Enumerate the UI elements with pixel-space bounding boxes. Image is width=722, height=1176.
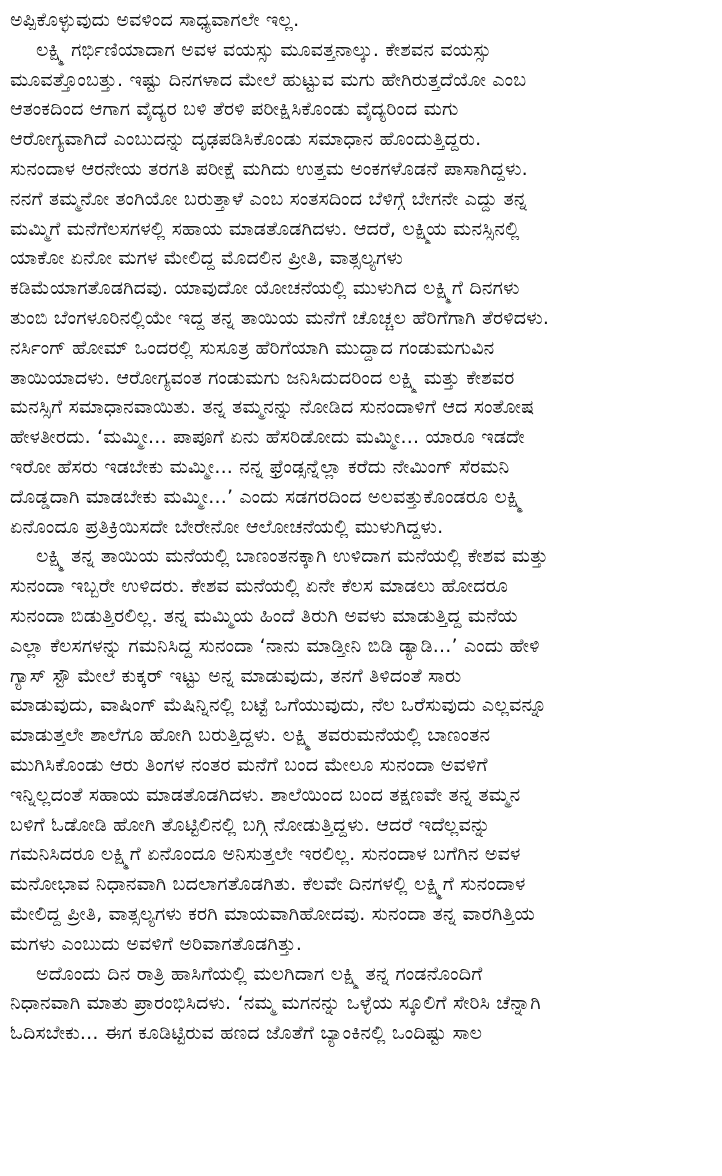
text-line: ಇರೋ ಹೆಸರು ಇಡಬೇಕು ಮಮ್ಮೀ... ನನ್ನ ಫ್ರೆಂಡ್ಸನ್ನೆಲ್ಲಾ ಕರೆದು ನೇಮಿಂಗ್ ಸೆರಮನಿ xyxy=(10,455,510,478)
text-line: ಅಪ್ಪಿಕೊಳ್ಳುವುದು ಅವಳಿಂದ ಸಾಧ್ಯವಾಗಲೇ ಇಲ್ಲ. xyxy=(10,9,300,31)
text-line: ಲಕ್ಷ್ಮಿ ತನ್ನ ತಾಯಿಯ ಮನೆಯಲ್ಲಿ ಬಾಣಂತನಕ್ಕಾಗಿ ಉಳಿದಾಗ ಮನೆಯಲ್ಲಿ ಕೇಶವ ಮತ್ತು xyxy=(36,545,549,568)
text-line: ಲಕ್ಷ್ಮಿ ಗರ್ಭಿಣಿಯಾದಾಗ ಅವಳ ವಯಸ್ಸು ಮೂವತ್ತನಾಲ್ಕು. ಕೇಶವನ ವಯಸ್ಸು xyxy=(36,38,492,61)
text-line: ಮಾಡುವುದು, ವಾಷಿಂಗ್ ಮೆಷಿನ್ನಿನಲ್ಲಿ ಬಟ್ಟೆ ಒಗೆಯುವುದು, ನೆಲ ಒರೆಸುವುದು ಎಲ್ಲವನ್ನೂ xyxy=(10,694,547,717)
text-line: ಮೇಲಿದ್ದ ಪ್ರೀತಿ, ವಾತ್ಸಲ್ಯಗಳು ಕರಗಿ ಮಾಯವಾಗಿಹೋದವು. ಸುನಂದಾ ತನ್ನ ವಾರಗಿತ್ತಿಯ xyxy=(10,902,535,925)
text-line: ಮಾಡುತ್ತಲೇ ಶಾಲೆಗೂ ಹೋಗಿ ಬರುತ್ತಿದ್ದಳು. ಲಕ್ಷ್ಮಿ ತವರುಮನೆಯಲ್ಲಿ ಬಾಣಂತನ xyxy=(10,724,491,747)
text-line: ತುಂಬಿ ಬೆಂಗಳೂರಿನಲ್ಲಿಯೇ ಇದ್ದ ತನ್ನ ತಾಯಿಯ ಮನೆಗೆ ಚೊಚ್ಚಲ ಹೆರಿಗೆಗಾಗಿ ತೆರಳಿದಳು. xyxy=(10,306,550,329)
text-line: ನಿಧಾನವಾಗಿ ಮಾತು ಪ್ರಾರಂಭಿಸಿದಳು. ‘ನಮ್ಮ ಮಗನನ್ನು ಒಳ್ಳೆಯ ಸ್ಕೂಲಿಗೆ ಸೇರಿಸಿ ಚೆನ್ನಾಗಿ xyxy=(10,992,541,1015)
text-line: ಅದೊಂದು ದಿನ ರಾತ್ರಿ ಹಾಸಿಗೆಯಲ್ಲಿ ಮಲಗಿದಾಗ ಲಕ್ಷ್ಮಿ ತನ್ನ ಗಂಡನೊಂದಿಗೆ xyxy=(36,962,483,985)
text-line: ಕಡಿಮೆಯಾಗತೊಡಗಿದವು. ಯಾವುದೋ ಯೋಚನೆಯಲ್ಲಿ ಮುಳುಗಿದ ಲಕ್ಷ್ಮಿಗೆ ದಿನಗಳು xyxy=(10,277,520,300)
text-line: ಮಗಳು ಎಂಬುದು ಅವಳಿಗೆ ಅರಿವಾಗತೊಡಗಿತ್ತು. xyxy=(10,932,303,955)
text-line: ನನಗೆ ತಮ್ಮನೋ ತಂಗಿಯೋ ಬರುತ್ತಾಳೆ ಎಂಬ ಸಂತಸದಿಂದ ಬೆಳಿಗ್ಗೆ ಬೇಗನೇ ಎದ್ದು ತನ್ನ xyxy=(10,187,528,210)
text-line: ಮನೋಭಾವ ನಿಧಾನವಾಗಿ ಬದಲಾಗತೊಡಗಿತು. ಕೆಲವೇ ದಿನಗಳಲ್ಲಿ ಲಕ್ಷ್ಮಿಗೆ ಸುನಂದಾಳ xyxy=(10,873,526,896)
paragraph xyxy=(10,542,712,959)
text-line: ಬಳಿಗೆ ಓಡೋಡಿ ಹೋಗಿ ತೊಟ್ಟಿಲಿನಲ್ಲಿ ಬಗ್ಗಿ ನೋಡುತ್ತಿದ್ದಳು. ಆದರೆ ಇದೆಲ್ಲವನ್ನು xyxy=(10,813,491,836)
text-line: ಇನ್ನಿಲ್ಲದಂತೆ ಸಹಾಯ ಮಾಡತೊಡಗಿದಳು. ಶಾಲೆಯಿಂದ ಬಂದ ತಕ್ಷಣವೇ ತನ್ನ ತಮ್ಮನ xyxy=(10,783,521,806)
text-line: ಓದಿಸಬೇಕು... ಈಗ ಕೂಡಿಟ್ಟಿರುವ ಹಣದ ಜೊತೆಗೆ ಬ್ಯಾಂಕಿನಲ್ಲಿ ಒಂದಿಷ್ಟು ಸಾಲ xyxy=(10,1022,483,1045)
story-text xyxy=(10,6,712,1049)
text-line: ಆರೋಗ್ಯವಾಗಿದೆ ಎಂಬುದನ್ನು ದೃಢಪಡಿಸಿಕೊಂಡು ಸಮಾಧಾನ ಹೊಂದುತ್ತಿದ್ದರು. xyxy=(10,128,482,151)
text-line: ಗ್ಯಾಸ್ ಸ್ಟೌ ಮೇಲೆ ಕುಕ್ಕರ್ ಇಟ್ಟು ಅನ್ನ ಮಾಡುವುದು, ತನಗೆ ತಿಳಿದಂತೆ ಸಾರು xyxy=(10,664,462,687)
text-line: ದೊಡ್ಡದಾಗಿ ಮಾಡಬೇಕು ಮಮ್ಮೀ...’ ಎಂದು ಸಡಗರದಿಂದ ಅಲವತ್ತುಕೊಂಡರೂ ಲಕ್ಷ್ಮಿ xyxy=(10,485,524,508)
text-line: ಗಮನಿಸಿದರೂ ಲಕ್ಷ್ಮಿಗೆ ಏನೊಂದೂ ಅನಿಸುತ್ತಲೇ ಇರಲಿಲ್ಲ. ಸುನಂದಾಳ ಬಗೆಗಿನ ಅವಳ xyxy=(10,843,521,866)
text-line: ಸುನಂದಾ ಬಿಡುತ್ತಿರಲಿಲ್ಲ. ತನ್ನ ಮಮ್ಮಿಯ ಹಿಂದೆ ತಿರುಗಿ ಅವಳು ಮಾಡುತ್ತಿದ್ದ ಮನೆಯ xyxy=(10,604,518,627)
text-line: ಮಮ್ಮಿಗೆ ಮನೆಗೆಲಸಗಳಲ್ಲಿ ಸಹಾಯ ಮಾಡತೊಡಗಿದಳು. ಆದರೆ, ಲಕ್ಷ್ಮಿಯ ಮನಸ್ಸಿನಲ್ಲಿ xyxy=(10,217,520,240)
text-line: ನರ್ಸಿಂಗ್ ಹೋಮ್ ಒಂದರಲ್ಲಿ ಸುಸೂತ್ರ ಹೆರಿಗೆಯಾಗಿ ಮುದ್ದಾದ ಗಂಡುಮಗುವಿನ xyxy=(10,336,495,359)
text-line: ಸುನಂದಾ ಇಬ್ಬರೇ ಉಳಿದರು. ಕೇಶವ ಮನೆಯಲ್ಲಿ ಏನೇ ಕೆಲಸ ಮಾಡಲು ಹೋದರೂ xyxy=(10,575,509,598)
text-line: ಏನೊಂದೂ ಪ್ರತಿಕ್ರಿಯಿಸದೇ ಬೇರೇನೋ ಆಲೋಚನೆಯಲ್ಲಿ ಮುಳುಗಿದ್ದಳು. xyxy=(10,515,444,538)
paragraph xyxy=(10,36,712,543)
paragraph xyxy=(10,960,712,1049)
text-line: ಮನಸ್ಸಿಗೆ ಸಮಾಧಾನವಾಯಿತು. ತನ್ನ ತಮ್ಮನನ್ನು ನೋಡಿದ ಸುನಂದಾಳಿಗೆ ಆದ ಸಂತೋಷ xyxy=(10,396,535,419)
text-line: ಎಲ್ಲಾ ಕೆಲಸಗಳನ್ನು ಗಮನಿಸಿದ್ದ ಸುನಂದಾ ‘ನಾನು ಮಾಡ್ತೀನಿ ಬಿಡಿ ಡ್ಯಾಡಿ...’ ಎಂದು ಹೇಳಿ xyxy=(10,634,540,657)
text-line: ತಾಯಿಯಾದಳು. ಆರೋಗ್ಯವಂತ ಗಂಡುಮಗು ಜನಿಸಿದುದರಿಂದ ಲಕ್ಷ್ಮಿ ಮತ್ತು ಕೇಶವರ xyxy=(10,366,515,389)
text-line: ಹೇಳತೀರದು. ‘ಮಮ್ಮೀ... ಪಾಪೂಗೆ ಏನು ಹೆಸರಿಡೋದು ಮಮ್ಮೀ... ಯಾರೂ ಇಡದೇ xyxy=(10,426,525,449)
text-line: ಆತಂಕದಿಂದ ಆಗಾಗ ವೈದ್ಯರ ಬಳಿ ತೆರಳಿ ಪರೀಕ್ಷಿಸಿಕೊಂಡು ವೈದ್ಯರಿಂದ ಮಗು xyxy=(10,98,459,121)
text-line: ಸುನಂದಾಳ ಆರನೇಯ ತರಗತಿ ಪರೀಕ್ಷೆ ಮಗಿದು ಉತ್ತಮ ಅಂಕಗಳೊಡನೆ ಪಾಸಾಗಿದ್ದಳು. xyxy=(10,157,528,180)
text-line: ಮುಗಿಸಿಕೊಂಡು ಆರು ತಿಂಗಳ ನಂತರ ಮನೆಗೆ ಬಂದ ಮೇಲೂ ಸುನಂದಾ ಅವಳಿಗೆ xyxy=(10,753,488,776)
text-line: ಮೂವತ್ತೊಂಬತ್ತು. ಇಷ್ಟು ದಿನಗಳಾದ ಮೇಲೆ ಹುಟ್ಟುವ ಮಗು ಹೇಗಿರುತ್ತದೆಯೋ ಎಂಬ xyxy=(10,68,527,91)
text-line: ಯಾಕೋ ಏನೋ ಮಗಳ ಮೇಲಿದ್ದ ಮೊದಲಿನ ಪ್ರೀತಿ, ವಾತ್ಸಲ್ಯಗಳು xyxy=(10,247,404,270)
paragraph xyxy=(10,6,712,36)
